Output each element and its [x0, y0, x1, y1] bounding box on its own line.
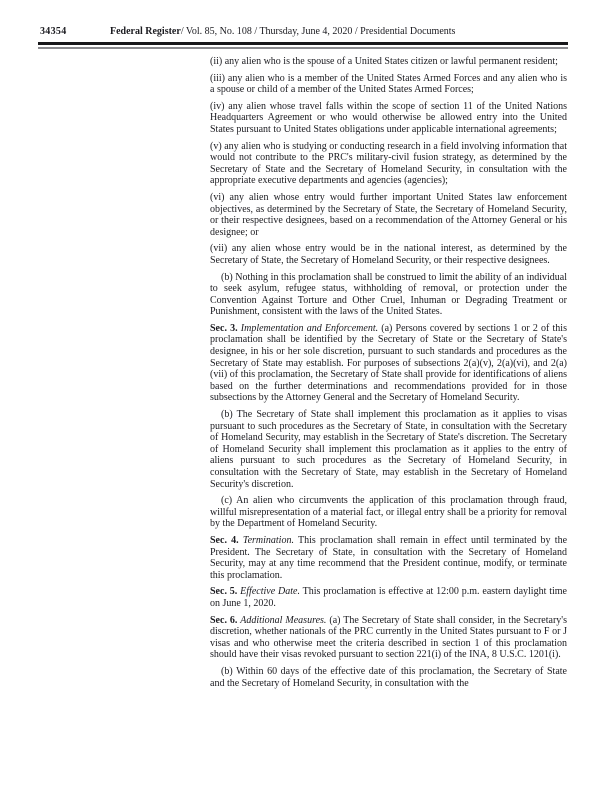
document-body: [210, 56, 567, 694]
section-label: Sec. 5.: [210, 586, 238, 598]
paragraph-text: (vi) any alien whose entry would further important United States law enforcement objectives, as determined by the Secretary of State, the Secretary of Homeland Security, or their respective designees, based on a recommendation of the Attorney General or his designee; or: [210, 191, 567, 238]
header-rule: [38, 42, 568, 50]
paragraph-sec3-a: [210, 323, 567, 404]
paragraph-text: This proclamation is effective at 12:00 p.m. eastern daylight time on June 1, 2020.: [210, 586, 567, 609]
section-title: Termination.: [238, 534, 294, 546]
paragraph-iii: [210, 73, 567, 96]
section-title: Effective Date.: [237, 586, 300, 598]
paragraph-text: (v) any alien who is studying or conducting research in a field involving information that would not contribute to the PRC's military-civil fusion strategy, as determined by the Secretary of State and the Secretary of Homeland Security, in consultation with the appropriate executive departments and agencies (agencies);: [210, 140, 567, 187]
paragraph-text: (b) Nothing in this proclamation shall be construed to limit the ability of an individual to seek asylum, refugee status, withholding of removal, or protection under the Convention Against Torture and Other Cruel, Inhuman or Degrading Treatment or Punishment, consistent with the laws of the United States.: [210, 271, 567, 318]
section-label: Sec. 6.: [210, 614, 238, 626]
paragraph-text: (a) Persons covered by sections 1 or 2 of this proclamation shall be identified by the Secretary of State or the Secretary of State's designee, in his or her sole discretion, pursuant to such standards and procedures as the Secretary of State may establish. For purposes of subsections 2(a)(v), 2(a)(vi), and 2(a)(vii) of this proclamation, the Secretary of State shall provide for identifications of aliens based on the further determinations and recommendations provided for in those subsections by the Attorney General and the Secretary of Homeland Security.: [210, 322, 567, 404]
header-rule-thick: [38, 42, 568, 45]
paragraph-text: (iv) any alien whose travel falls within the scope of section 11 of the United Nations Headquarters Agreement or who would otherwise be allowed entry into the United States pursuant to United States obligations under applicable international agreements;: [210, 100, 567, 135]
paragraph-text: (iii) any alien who is a member of the United States Armed Forces and any alien who is a spouse or child of a member of the United States Armed Forces;: [210, 72, 567, 96]
paragraph-vii: [210, 243, 567, 266]
paragraph-vi: [210, 192, 567, 238]
paragraph-sec6-b: [210, 666, 567, 689]
paragraph-sec5: [210, 586, 567, 609]
paragraph-sec3-c: [210, 495, 567, 530]
page-header: [40, 26, 568, 38]
paragraph-text: (a) The Secretary of State shall consider, in the Secretary's discretion, whether nationals of the PRC currently in the United States pursuant to F or J visas and who otherwise meet the criteria described in section 1 of this proclamation should have their visas revoked pursuant to section 221(i) of the INA, 8 U.S.C. 1201(i).: [210, 614, 567, 661]
section-title: Additional Measures.: [237, 614, 327, 626]
paragraph-text: This proclamation shall remain in effect until terminated by the President. The Secretary of State, in consultation with the Secretary of Homeland Security, may at any time recommend that the President continue, modify, or terminate this proclamation.: [210, 534, 568, 581]
paragraph-ii: [210, 56, 567, 68]
issue-info: / Vol. 85, No. 108 / Thursday, June 4, 2020 / Presidential Documents: [180, 26, 456, 37]
paragraph-sec3-b: [210, 409, 567, 490]
paragraph-text: (vii) any alien whose entry would be in the national interest, as determined by the Secretary of State, the Secretary of Homeland Security, or their respective designees.: [210, 243, 567, 266]
paragraph-sec6-a: [210, 615, 567, 661]
header-rule-thin: [38, 47, 568, 49]
paragraph-iv: [210, 101, 567, 136]
page-number: 34354: [40, 26, 67, 37]
journal-title: Federal Register: [110, 26, 181, 37]
section-label: Sec. 4.: [210, 534, 239, 546]
section-title: Implementation and Enforcement.: [237, 322, 379, 334]
paragraph-text: (c) An alien who circumvents the application of this proclamation through fraud, willful misrepresentation of a material fact, or illegal entry shall be a priority for removal by the Department of Homeland Security.: [210, 495, 567, 530]
paragraph-text: (b) Within 60 days of the effective date of this proclamation, the Secretary of State and the Secretary of Homeland Security, in consultation with the: [210, 665, 567, 689]
paragraph-text: (b) The Secretary of State shall implement this proclamation as it applies to visas pursuant to such procedures as the Secretary of State, in consultation with the Secretary of Homeland Security, may establish in the Secretary of State's discretion. The Secretary of Homeland Security shall implement this proclamation as it applies to the entry of aliens pursuant to such procedures as the Secretary of Homeland Security, in consultation with the Secretary of State, may establish in the Secretary of Homeland Security's discretion.: [210, 409, 567, 490]
section-label: Sec. 3.: [210, 322, 238, 334]
paragraph-text: (ii) any alien who is the spouse of a United States citizen or lawful permanent resident;: [210, 56, 558, 67]
paragraph-2b: [210, 272, 567, 318]
paragraph-v: [210, 141, 567, 187]
paragraph-sec4: [210, 535, 567, 581]
